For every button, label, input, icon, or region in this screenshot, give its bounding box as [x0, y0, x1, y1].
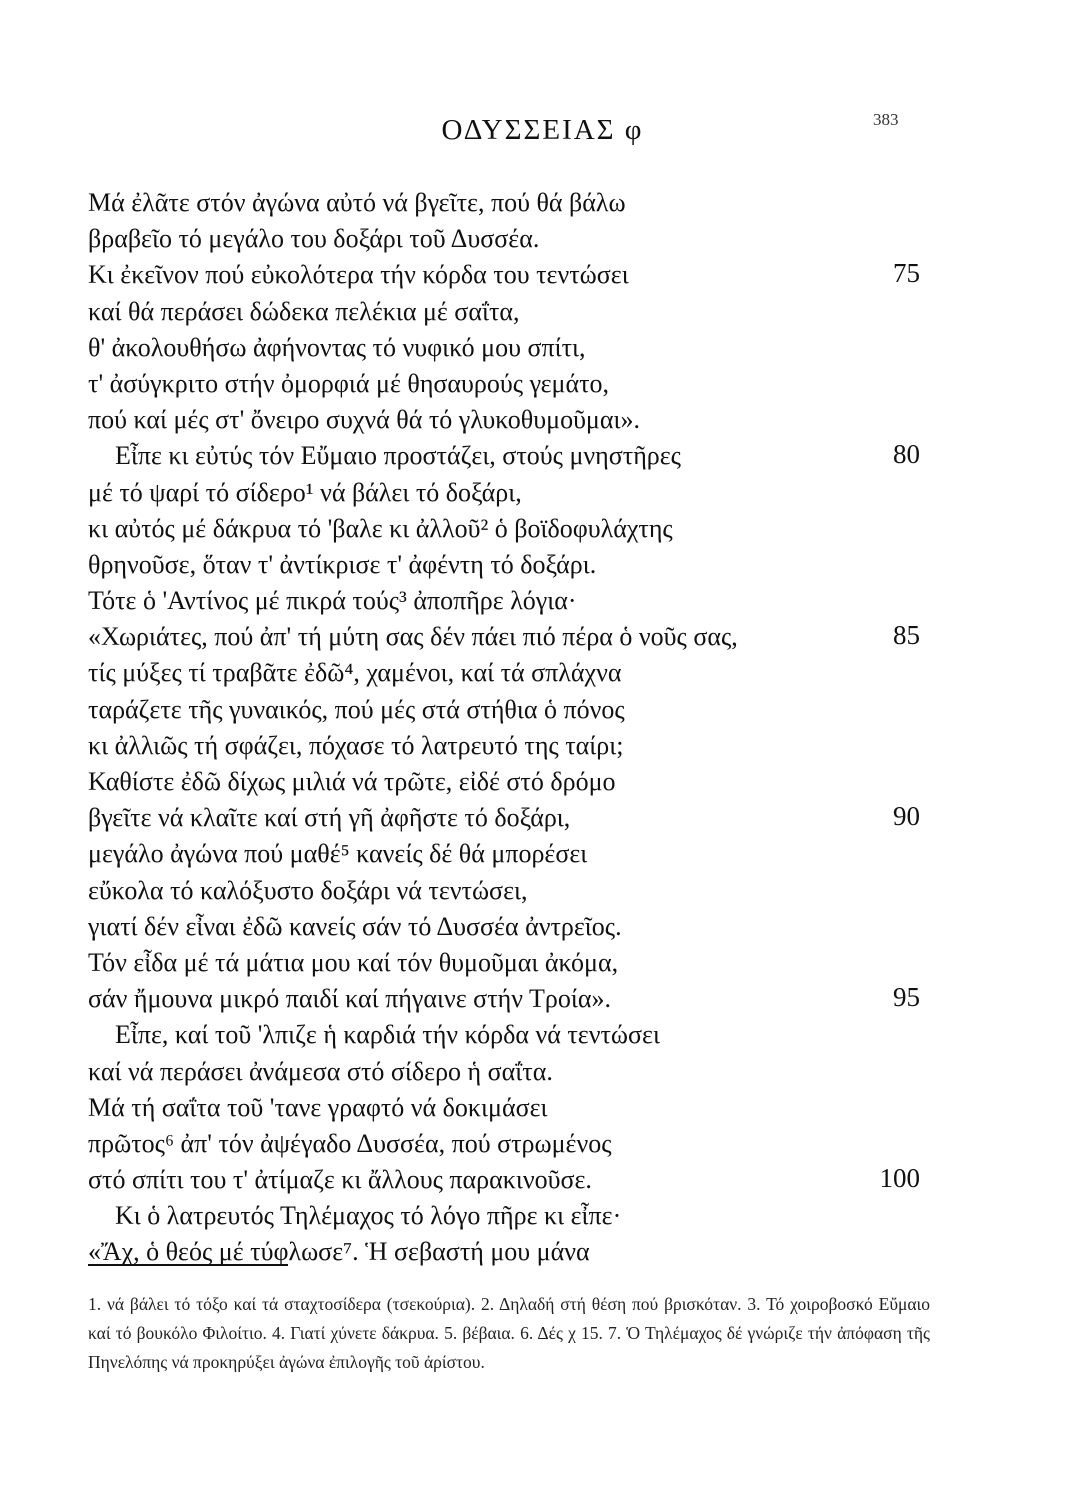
verse-line	[0, 367, 1085, 403]
verse-text: πού καί μές στ' ὄνειρο συχνά θά τό γλυκοθυμοῦμαι».	[88, 405, 640, 435]
verse-line	[0, 1199, 1085, 1235]
verse-text: καί θά περάσει δώδεκα πελέκια μέ σαΐτα,	[88, 296, 520, 326]
verse-block	[0, 186, 1085, 1272]
verse-line	[0, 910, 1085, 946]
verse-line	[0, 1091, 1085, 1127]
verse-text: Μά τή σαΐτα τοῦ 'τανε γραφτό νά δοκιμάσει	[88, 1092, 548, 1122]
verse-line	[0, 1127, 1085, 1163]
verse-line	[0, 186, 1085, 222]
verse-line	[0, 222, 1085, 258]
verse-line	[0, 620, 1085, 656]
verse-text: ταράζετε τῆς γυναικός, πού μές στά στήθια ὁ πόνος	[88, 694, 625, 724]
line-number: 80	[893, 439, 920, 470]
verse-line	[0, 1018, 1085, 1054]
verse-line	[0, 982, 1085, 1018]
verse-text: εὔκολα τό καλόξυστο δοξάρι νά τεντώσει,	[88, 875, 528, 905]
verse-line	[0, 403, 1085, 439]
footnote-separator	[88, 1264, 288, 1266]
verse-line	[0, 1235, 1085, 1271]
line-number: 90	[893, 801, 920, 832]
verse-line	[0, 946, 1085, 982]
verse-line	[0, 1055, 1085, 1091]
verse-text: «Χωριάτες, πού ἀπ' τή μύτη σας δέν πάει πιό πέρα ὁ νοῦς σας,	[88, 622, 738, 652]
verse-line	[0, 331, 1085, 367]
verse-text: μέ τό ψαρί τό σίδερο¹ νά βάλει τό δοξάρι,	[88, 477, 522, 507]
verse-text: στό σπίτι του τ' ἀτίμαζε κι ἄλλους παρακινοῦσε.	[88, 1165, 592, 1195]
verse-text: τίς μύξες τί τραβᾶτε ἐδῶ⁴, χαμένοι, καί τά σπλάχνα	[88, 658, 622, 688]
verse-text: θρηνοῦσε, ὅταν τ' ἀντίκρισε τ' ἀφέντη τό δοξάρι.	[88, 549, 597, 579]
verse-line	[0, 729, 1085, 765]
verse-line	[0, 693, 1085, 729]
verse-text: μεγάλο ἀγώνα πού μαθέ⁵ κανείς δέ θά μπορέσει	[88, 839, 588, 869]
verse-line	[0, 874, 1085, 910]
verse-text: βραβεῖο τό μεγάλο του δοξάρι τοῦ Δυσσέα.	[88, 224, 540, 254]
line-number: 85	[893, 620, 920, 651]
verse-text: Εἶπε κι εὐτύς τόν Εὔμαιο προστάζει, στούς μνηστῆρες	[115, 441, 681, 471]
verse-text: σάν ἤμουνα μικρό παιδί καί πήγαινε στήν Τροία».	[88, 984, 611, 1014]
page-header	[0, 110, 1085, 150]
footnotes	[88, 1290, 930, 1377]
verse-line	[0, 548, 1085, 584]
verse-line	[0, 295, 1085, 331]
verse-text: κι αὐτός μέ δάκρυα τό 'βαλε κι ἀλλοῦ² ὁ βοϊδοφυλάχτης	[88, 513, 673, 543]
verse-text: Κι ὁ λατρευτός Τηλέμαχος τό λόγο πῆρε κι εἶπε·	[115, 1201, 622, 1231]
verse-text: θ' ἀκολουθήσω ἀφήνοντας τό νυφικό μου σπίτι,	[88, 332, 586, 362]
verse-text: Κι ἐκεῖνον πού εὐκολότερα τήν κόρδα του τεντώσει	[88, 260, 629, 290]
verse-text: γιατί δέν εἶναι ἐδῶ κανείς σάν τό Δυσσέα ἀντρεῖος.	[88, 911, 622, 941]
page-number: 383	[873, 110, 899, 129]
verse-line	[0, 584, 1085, 620]
running-title: ΟΔΥΣΣΕΙΑΣ φ	[441, 114, 644, 146]
verse-line	[0, 258, 1085, 294]
verse-text: Εἶπε, καί τοῦ 'λπιζε ἡ καρδιά τήν κόρδα νά τεντώσει	[115, 1020, 660, 1050]
verse-text: Καθίστε ἐδῶ δίχως μιλιά νά τρῶτε, εἰδέ στό δρόμο	[88, 767, 616, 796]
verse-line	[0, 765, 1085, 801]
footnote-text: 1. νά βάλει τό τόξο καί τά σταχτοσίδερα (τσεκούρια). 2. Δηλαδή στή θέση πού βρισκόταν. 3. Τό χοιροβοσκό Εὔμαιο καί τό βουκόλο Φιλοίτιο. 4. Γιατί χύνετε δάκρυα. 5. βέβαια. 6. Δές χ 15. 7. Ὁ Τηλέμαχος δέ γνώριζε τήν ἀπόφαση τῆς Πηνελόπης νά προκηρύξει ἀγώνα ἐπιλογῆς τοῦ ἀρίστου.	[88, 1294, 930, 1372]
line-number: 75	[893, 258, 920, 289]
verse-line	[0, 801, 1085, 837]
verse-line	[0, 476, 1085, 512]
verse-text: βγεῖτε νά κλαῖτε καί στή γῆ ἀφῆστε τό δοξάρι,	[88, 803, 571, 833]
line-number: 95	[893, 982, 920, 1013]
verse-text: τ' ἀσύγκριτο στήν ὀμορφιά μέ θησαυρούς γεμάτο,	[88, 368, 610, 398]
verse-line	[0, 837, 1085, 873]
verse-text: Τόν εἶδα μέ τά μάτια μου καί τόν θυμοῦμαι ἀκόμα,	[88, 947, 619, 977]
verse-text: Μά ἐλᾶτε στόν ἀγώνα αὐτό νά βγεῖτε, πού θά βάλω	[88, 188, 626, 217]
verse-line	[0, 1163, 1085, 1199]
verse-text: πρῶτος⁶ ἀπ' τόν ἀψέγαδο Δυσσέα, πού στρωμένος	[88, 1128, 612, 1158]
line-number: 100	[879, 1163, 920, 1194]
verse-line	[0, 512, 1085, 548]
verse-text: Τότε ὁ 'Αντίνος μέ πικρά τούς³ ἀποπῆρε λόγια·	[88, 586, 577, 616]
verse-line	[0, 656, 1085, 692]
verse-text: «Ἄχ, ὁ θεός μέ τύφλωσε⁷. Ἡ σεβαστή μου μάνα	[88, 1237, 590, 1267]
verse-text: καί νά περάσει ἀνάμεσα στό σίδερο ἡ σαΐτα.	[88, 1056, 553, 1086]
verse-text: κι ἀλλιῶς τή σφάζει, πόχασε τό λατρευτό της ταίρι;	[88, 730, 624, 760]
verse-line	[0, 439, 1085, 475]
